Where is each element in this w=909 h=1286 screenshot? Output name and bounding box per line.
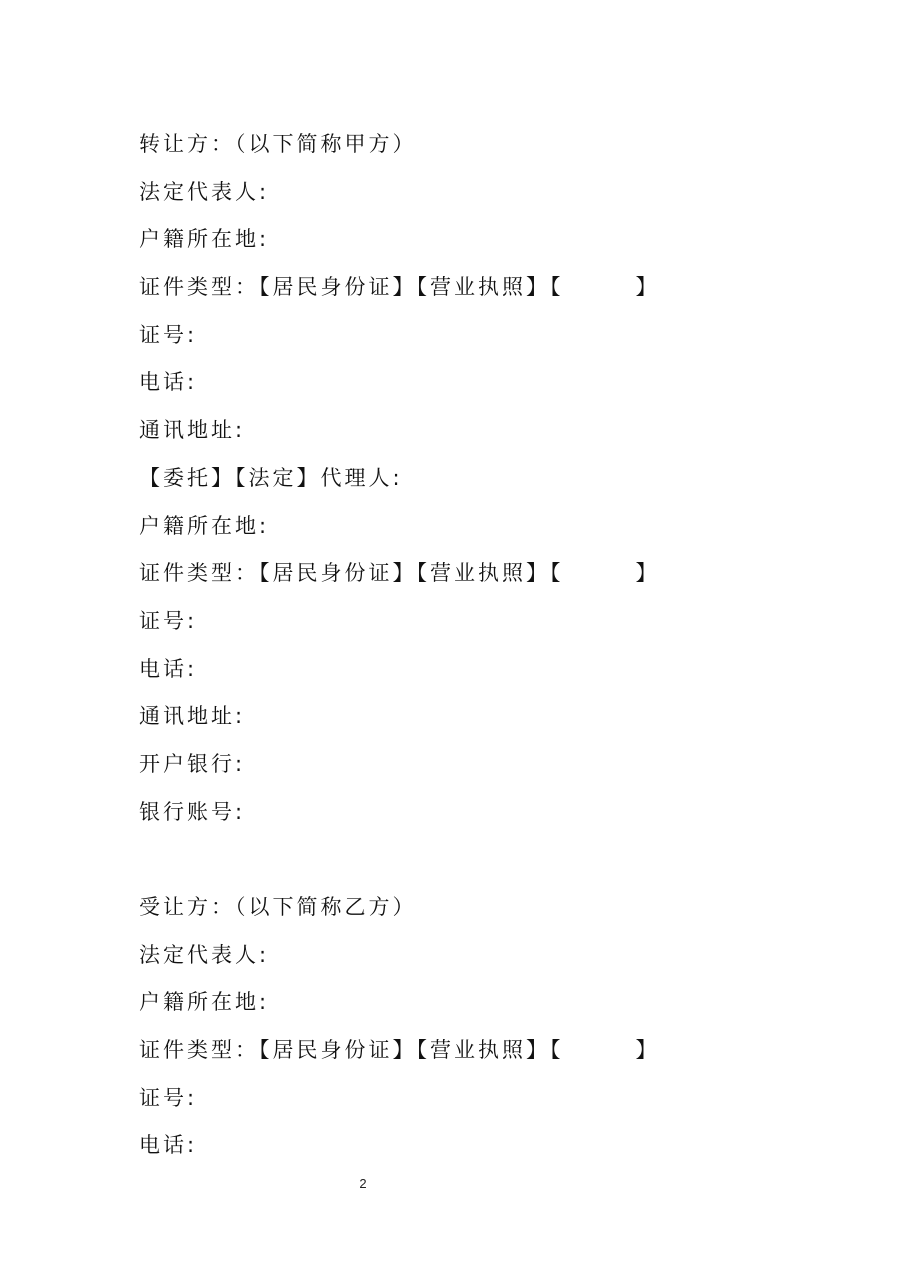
- agent-phone-field: 电话:: [139, 656, 198, 681]
- transferor-heading: 转让方：（以下简称甲方）: [139, 132, 417, 156]
- agent-address-field: 通讯地址:: [139, 704, 246, 729]
- transferor-phone-field: 电话:: [139, 370, 198, 395]
- agent-id-type-field: 证件类型：【居民身份证】【营业执照】【 】: [139, 561, 660, 586]
- transferee-household-registration-field: 户籍所在地:: [139, 990, 270, 1015]
- transferor-legal-representative-field: 法定代表人:: [139, 179, 270, 204]
- transferor-id-number-field: 证号:: [139, 322, 198, 347]
- transferor-household-registration-field: 户籍所在地:: [139, 227, 270, 252]
- agent-heading: 【委托】【法定】代理人:: [139, 465, 403, 490]
- transferee-phone-field: 电话:: [139, 1133, 198, 1158]
- bank-name-field: 开户银行:: [139, 751, 246, 776]
- transferee-legal-representative-field: 法定代表人:: [139, 942, 270, 967]
- page-number: 2: [359, 1176, 367, 1191]
- section-spacer: [139, 839, 779, 887]
- transferee-heading: 受让方：（以下简称乙方）: [139, 895, 417, 919]
- document-body: [139, 124, 779, 1173]
- bank-account-field: 银行账号:: [139, 799, 246, 824]
- agent-id-number-field: 证号:: [139, 608, 198, 633]
- transferor-address-field: 通讯地址:: [139, 418, 246, 443]
- transferee-id-type-field: 证件类型：【居民身份证】【营业执照】【 】: [139, 1038, 660, 1063]
- transferor-id-type-field: 证件类型：【居民身份证】【营业执照】【 】: [139, 275, 660, 300]
- transferee-id-number-field: 证号:: [139, 1085, 198, 1110]
- agent-household-registration-field: 户籍所在地:: [139, 513, 270, 538]
